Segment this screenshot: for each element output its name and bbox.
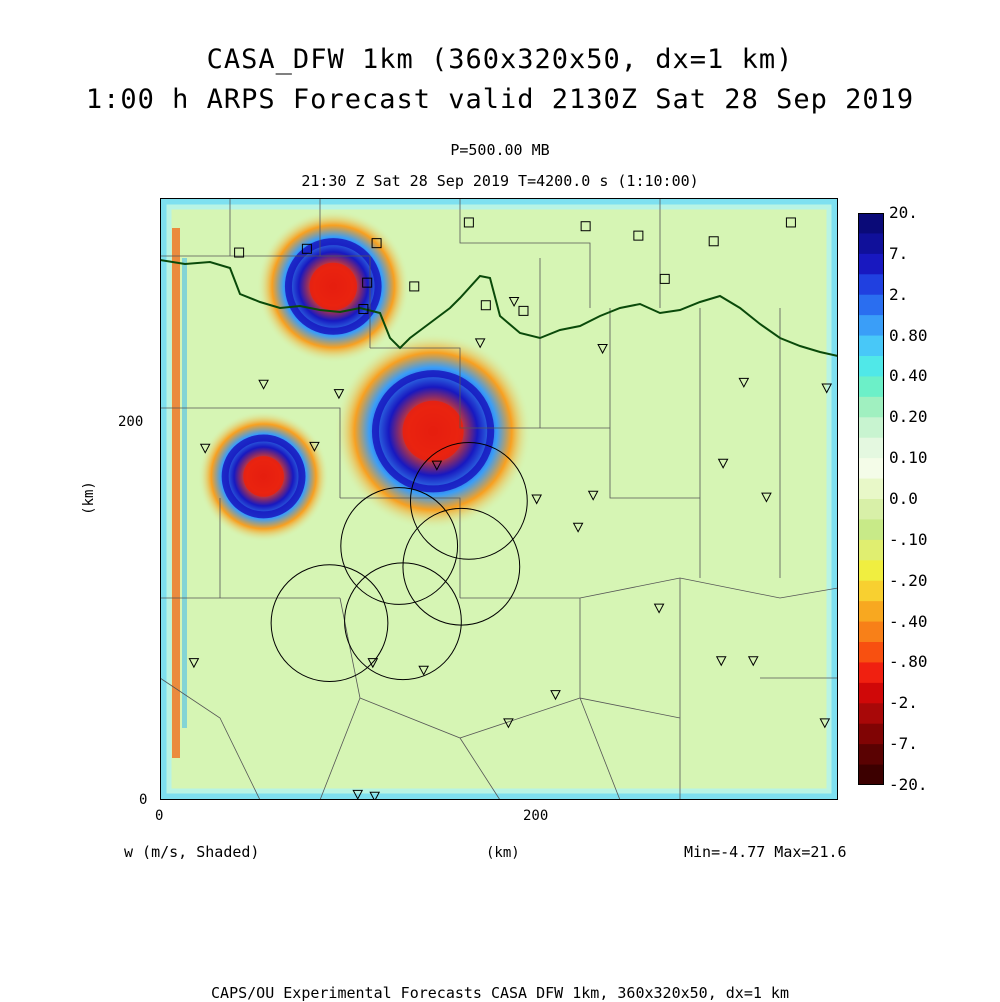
colorbar-swatch — [858, 724, 884, 745]
title-line-1: CASA_DFW 1km (360x320x50, dx=1 km) — [206, 44, 794, 75]
colorbar-label: 0.40 — [889, 366, 928, 386]
colorbar-label: -.10 — [889, 529, 928, 549]
valid-time: 21:30 Z Sat 28 Sep 2019 T=4200.0 s (1:10:00) — [301, 172, 699, 190]
colorbar-swatch — [858, 336, 884, 357]
colorbar-label: 7. — [889, 243, 909, 263]
colorbar-swatch — [858, 376, 884, 397]
colorbar-label: -.20 — [889, 570, 928, 590]
colorbar-swatch — [858, 254, 884, 275]
title-line-2: 1:00 h ARPS Forecast valid 2130Z Sat 28 Sep 2019 — [85, 84, 915, 115]
colorbar-swatch — [858, 601, 884, 622]
colorbar-swatch — [858, 499, 884, 520]
colorbar-swatch — [858, 438, 884, 459]
colorbar-label: -.40 — [889, 611, 928, 631]
colorbar-label: 20. — [889, 203, 918, 222]
colorbar-swatch — [858, 315, 884, 336]
colorbar-label: -20. — [889, 775, 928, 794]
min-max-stats: Min=-4.77 Max=21.6 — [684, 843, 847, 861]
colorbar-label: 0.10 — [889, 448, 928, 468]
colorbar-swatch — [858, 662, 884, 683]
y-axis-label: (km) — [80, 481, 97, 515]
west-boundary-wave-outer — [182, 258, 187, 728]
colorbar-swatch — [858, 581, 884, 602]
colorbar-label: 0.20 — [889, 407, 928, 427]
storm-cell-core — [243, 456, 284, 497]
variable-label: w (m/s, Shaded) — [124, 843, 260, 861]
y-tick-200: 200 — [118, 414, 144, 430]
colorbar-swatch — [858, 213, 884, 234]
colorbar-swatch — [858, 744, 884, 765]
colorbar-label: -2. — [889, 693, 918, 713]
storm-cell-core — [403, 401, 464, 462]
colorbar-label: 0.0 — [889, 489, 918, 508]
colorbar-swatch — [858, 417, 884, 438]
colorbar-label: 0.80 — [889, 325, 928, 345]
vertical-velocity-map — [160, 198, 838, 800]
colorbar-swatch — [858, 703, 884, 724]
colorbar-label: -.80 — [889, 652, 928, 672]
colorbar-swatch — [858, 622, 884, 643]
colorbar — [858, 213, 884, 785]
colorbar-swatch — [858, 274, 884, 295]
west-boundary-wave — [172, 228, 180, 758]
colorbar-swatch — [858, 560, 884, 581]
colorbar-swatch — [858, 356, 884, 377]
x-tick-0: 0 — [155, 808, 164, 824]
colorbar-label: -7. — [889, 734, 918, 754]
colorbar-swatch — [858, 479, 884, 500]
colorbar-swatch — [858, 397, 884, 418]
colorbar-swatch — [858, 233, 884, 254]
colorbar-label: 2. — [889, 284, 909, 304]
colorbar-swatch — [858, 683, 884, 704]
y-tick-0: 0 — [139, 792, 148, 808]
pressure-level: P=500.00 MB — [450, 141, 550, 159]
colorbar-swatch — [858, 642, 884, 663]
colorbar-swatch — [858, 765, 884, 785]
colorbar-swatch — [858, 540, 884, 561]
x-tick-200: 200 — [523, 808, 549, 824]
storm-cell-core — [310, 263, 357, 310]
x-axis-label: (km) — [486, 845, 520, 861]
colorbar-swatch — [858, 295, 884, 316]
colorbar-swatch — [858, 458, 884, 479]
colorbar-swatch — [858, 519, 884, 540]
credit-line: CAPS/OU Experimental Forecasts CASA DFW 1km, 360x320x50, dx=1 km — [211, 984, 789, 1002]
